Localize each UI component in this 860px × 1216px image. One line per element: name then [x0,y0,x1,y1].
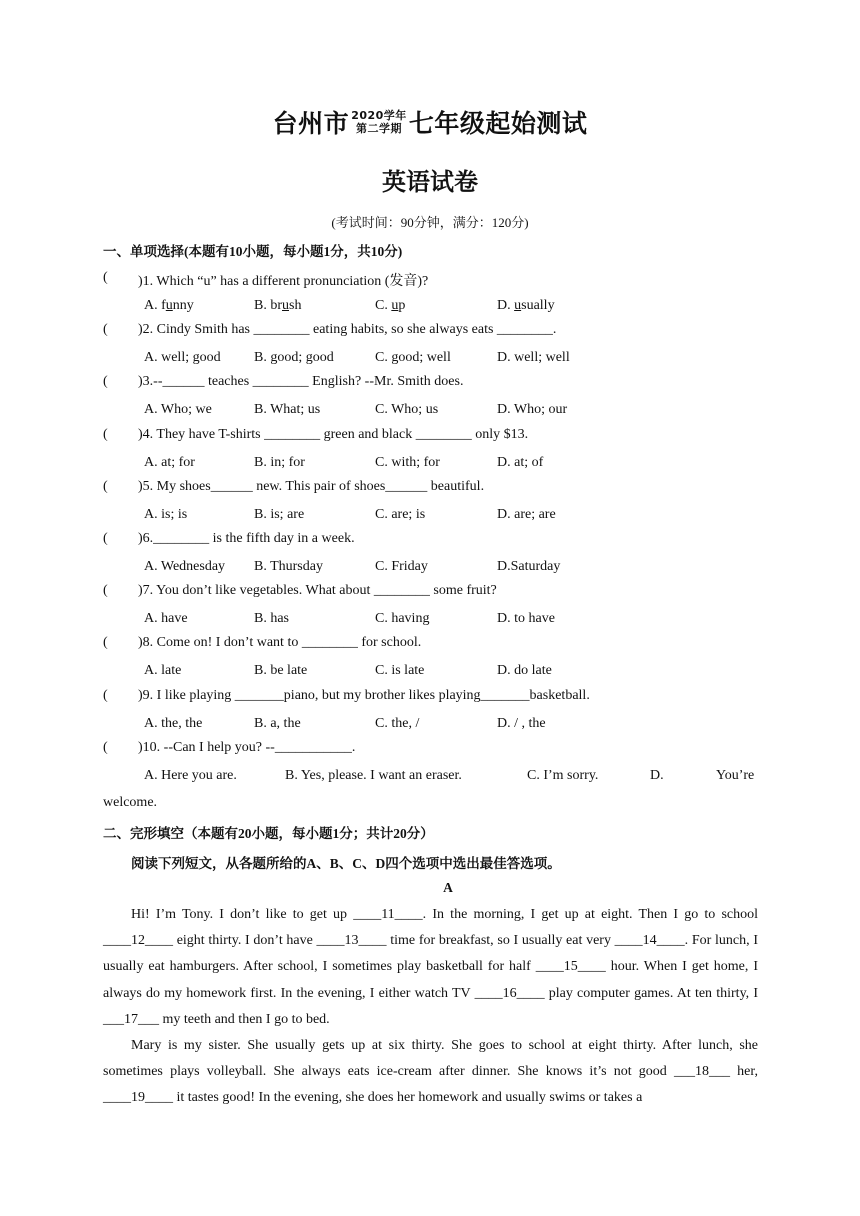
exam-subtitle: 英语试卷 [382,168,478,196]
question-bracket: ( [103,322,108,338]
question-option: C. good; well [375,350,451,366]
title-term: 第二学期 [356,122,402,135]
question-option: C. with; for [375,454,440,470]
question-option: B. Thursday [254,559,323,574]
question-bracket: ( [103,583,108,599]
passage-paragraph: Mary is my sister. She usually gets up at six thirty. She goes to school at eight thirty. After lunch, she sometimes plays volleyball. She always eats ice-cream after dinner. She knows it’s not good ___18___ her, ____19____ it tastes good! In the evening, she does her homework and usually swims or takes a [103,1038,758,1106]
question-option: C. Friday [375,559,428,574]
title-city: 台州市 [272,109,350,138]
passage-paragraph: Hi! I’m Tony. I don’t like to get up ____11____. In the morning, I get up at eight. Then I go to school ____12____ eight thirty. I don’t have ____13____ time for breakfast, so I usually eat very ____14____. For lunch, I usually eat hamburgers. After school, I sometimes play basketball for half ____15____ hour. When I get home, I always do my homework first. In the evening, I either watch TV ____16____ play computer games. At ten thirty, I ___17___ my teeth and then I go to bed. [103,907,758,1027]
question-option: B. in; for [254,454,305,470]
question-option: You’re [716,767,755,783]
question-option: D.Saturday [497,559,561,574]
question-option: C. having [375,611,430,627]
question-text: )9. I like playing _______piano, but my brother likes playing_______basketball. [138,687,590,703]
option-text: A. f [144,298,166,313]
question-option: B. Yes, please. I want an eraser. [285,767,462,783]
exam-info: (考试时间：90分钟，满分：120分) [331,215,529,230]
q10-wrap-text: welcome. [103,795,158,810]
question-option: D. to have [497,611,555,627]
question-option: B. is; are [254,506,305,522]
question-option: C. are; is [375,506,426,522]
question-option: A. is; is [144,506,188,522]
question-bracket: ( [103,374,108,390]
section2-instruction: 阅读下列短文，从各题所给的A、B、C、D四个选项中选出最佳答选项。 [131,856,561,871]
question-option: A. Here you are. [144,767,237,783]
question-text: )7. You don’t like vegetables. What about ________ some fruit? [138,583,497,599]
exam-title [0,104,860,140]
title-rest: 七年级起始测试 [408,109,588,138]
question-option: D. Who; our [497,402,568,418]
question-text: )6.________ is the fifth day in a week. [138,531,355,546]
question-option: B. What; us [254,402,321,418]
question-option: C. is late [375,663,425,679]
question-option: C. the, / [375,715,420,731]
option-text: B. br [254,298,282,313]
question-option: B. a, the [254,715,301,731]
question-text: )2. Cindy Smith has ________ eating habits, so she always eats ________. [138,322,557,338]
passage-label: A [443,880,453,895]
question-bracket: ( [103,426,108,442]
question-option [144,298,194,314]
option-underlined-letter: u [391,298,399,313]
question-option: A. have [144,611,188,627]
option-underlined-letter: u [514,298,522,313]
question-bracket: ( [103,687,108,703]
question-option: D. [650,767,664,783]
question-text: )4. They have T-shirts ________ green and black ________ only $13. [138,426,529,442]
question-option: D. do late [497,663,552,679]
question-option: B. good; good [254,350,334,366]
question-option: A. at; for [144,454,195,470]
question-bracket: ( [103,270,108,285]
question-option: C. Who; us [375,402,439,418]
question-option: D. at; of [497,454,544,470]
option-text: sh [289,298,302,313]
option-text: sually [521,298,555,313]
question-option: A. late [144,663,182,679]
question-option: B. be late [254,663,308,679]
option-underlined-letter: u [282,298,289,313]
option-underlined-letter: u [165,298,173,313]
passage-a [103,902,758,1112]
question-bracket: ( [103,478,108,494]
question-text: )3.--______ teaches ________ English? --Mr. Smith does. [138,374,464,390]
question-option: D. / , the [497,715,546,731]
question-text: )8. Come on! I don’t want to ________ for school. [138,635,422,651]
section2-heading: 二、完形填空（本题有20小题，每小题1分；共计20分） [103,826,434,841]
question-option: C. I’m sorry. [527,767,599,783]
question-option: B. has [254,611,289,627]
question-text: )1. Which “u” has a different pronunciation (发音)? [138,274,429,289]
question-option [375,298,405,314]
question-bracket: ( [103,739,108,755]
question-option: A. Wednesday [144,559,226,574]
question-text: )10. --Can I help you? --___________. [138,739,356,755]
question-option [254,298,301,314]
question-option [497,298,555,314]
question-option: D. well; well [497,350,570,366]
question-option: A. Who; we [144,402,212,418]
question-option: A. well; good [144,350,221,366]
question-bracket: ( [103,531,108,546]
option-text: C. [375,298,392,313]
option-text: p [398,298,406,313]
section1-heading: 一、单项选择(本题有10小题，每小题1分，共10分) [103,244,403,259]
question-bracket: ( [103,635,108,651]
title-year: 2020学年 [351,109,407,122]
question-text: )5. My shoes______ new. This pair of shoes______ beautiful. [138,478,485,494]
option-text: nny [172,298,194,313]
title-term-stack [351,109,407,135]
question-option: D. are; are [497,506,556,522]
option-text: D. [497,298,515,313]
question-option: A. the, the [144,715,203,731]
